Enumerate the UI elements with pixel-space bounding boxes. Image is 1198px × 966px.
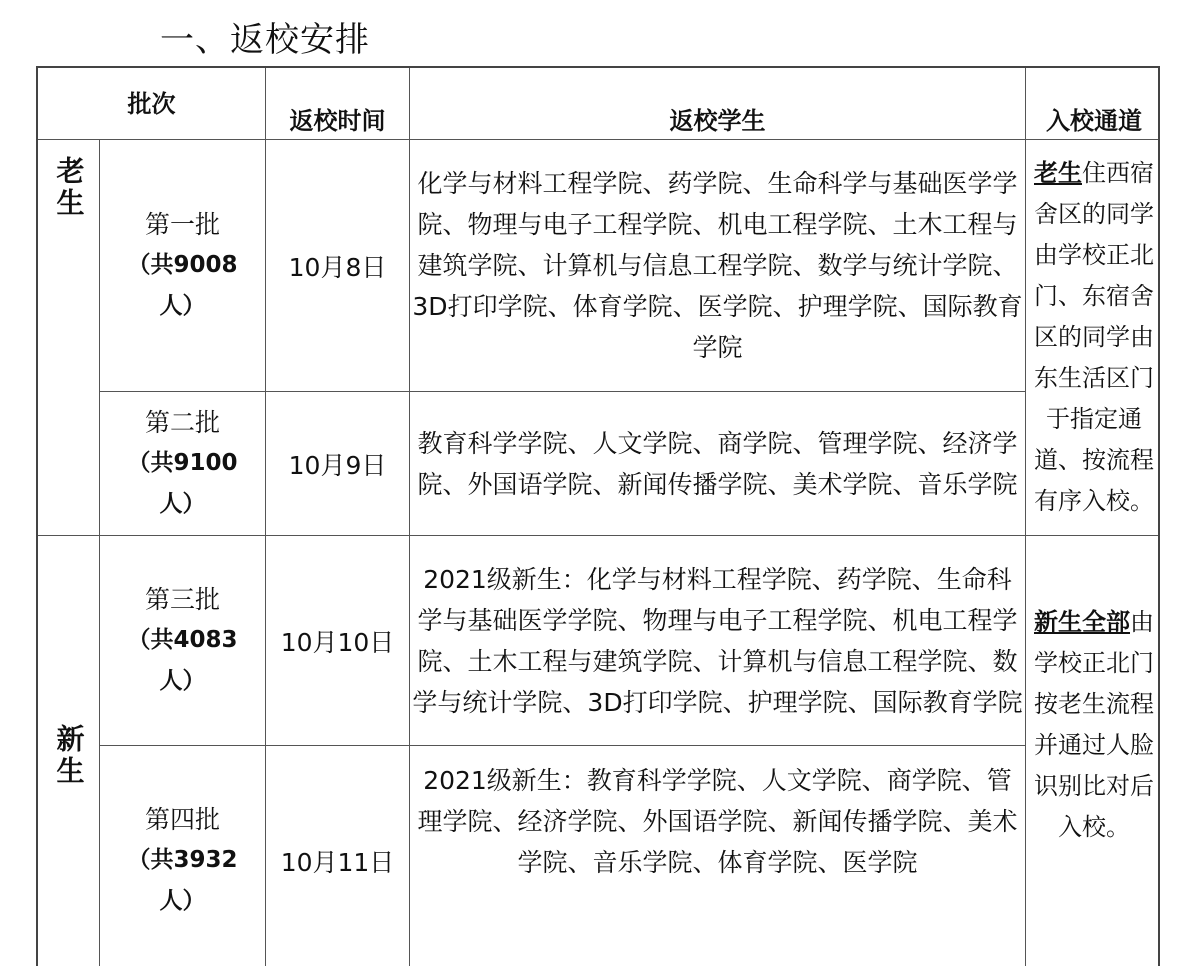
return-date: 10月9日 — [288, 450, 387, 480]
batch-cell — [100, 746, 266, 966]
date-cell — [266, 536, 410, 746]
batch-count: （共9008人） — [127, 252, 238, 319]
students-list: 教育科学学院、人文学院、商学院、管理学院、经济学院、外国语学院、新闻传播学院、美术学院、音乐学院 — [417, 428, 1018, 499]
batch-cell — [100, 536, 266, 746]
batch-name: 第二批 — [144, 408, 220, 437]
channel-new-cell — [1026, 536, 1160, 966]
batch-count: （共3932人） — [127, 847, 238, 914]
students-cell — [410, 140, 1026, 392]
header-channel-label: 入校通道 — [1046, 107, 1142, 135]
group-new — [38, 536, 100, 966]
students-list: 2021级新生：教育科学学院、人文学院、商学院、管理学院、经济学院、外国语学院、新闻传播学院、美术学院、音乐学院、体育学院、医学院 — [417, 766, 1018, 877]
header-batch-label: 批次 — [127, 89, 176, 118]
students-cell — [410, 392, 1026, 536]
header-channel — [1026, 68, 1160, 140]
header-batch — [38, 68, 266, 140]
students-cell — [410, 746, 1026, 966]
return-date: 10月11日 — [280, 847, 395, 877]
channel-old-highlight: 老生 — [1034, 159, 1082, 187]
header-students — [410, 68, 1026, 140]
group-old — [38, 140, 100, 536]
date-cell — [266, 140, 410, 392]
schedule-table — [36, 66, 1160, 966]
header-time — [266, 68, 410, 140]
group-new-label: 新生 — [52, 723, 86, 788]
group-old-label: 老生 — [52, 156, 86, 220]
students-cell — [410, 536, 1026, 746]
batch-cell — [100, 392, 266, 536]
students-list: 2021级新生：化学与材料工程学院、药学院、生命科学与基础医学学院、物理与电子工程学院、机电工程学院、土木工程与建筑学院、计算机与信息工程学院、数学与统计学院、3D打印学院、护理学院、国际教育学院 — [412, 564, 1023, 717]
students-list: 化学与材料工程学院、药学院、生命科学与基础医学学院、物理与电子工程学院、机电工程学院、土木工程与建筑学院、计算机与信息工程学院、数学与统计学院、3D打印学院、体育学院、医学院、护理学院、国际教育学院 — [412, 169, 1023, 362]
channel-old-cell — [1026, 140, 1160, 536]
section-title: 一、返校安排 — [160, 20, 370, 60]
return-date: 10月10日 — [280, 627, 395, 657]
batch-count: （共4083人） — [127, 627, 238, 694]
date-cell — [266, 746, 410, 966]
header-time-label: 返校时间 — [289, 107, 386, 135]
channel-new-highlight: 新生全部 — [1034, 608, 1130, 636]
batch-cell — [100, 140, 266, 392]
batch-name: 第四批 — [144, 805, 220, 834]
batch-count: （共9100人） — [127, 450, 238, 517]
channel-old-text: 住西宿舍区的同学由学校正北门、东宿舍区的同学由东生活区门于指定通道、按流程有序入校。 — [1034, 159, 1154, 515]
return-date: 10月8日 — [288, 252, 387, 282]
batch-name: 第一批 — [144, 210, 220, 239]
batch-name: 第三批 — [144, 585, 220, 614]
date-cell — [266, 392, 410, 536]
header-students-label: 返校学生 — [669, 107, 766, 135]
channel-new-text: 由学校正北门按老生流程并通过人脸识别比对后入校。 — [1034, 608, 1154, 841]
